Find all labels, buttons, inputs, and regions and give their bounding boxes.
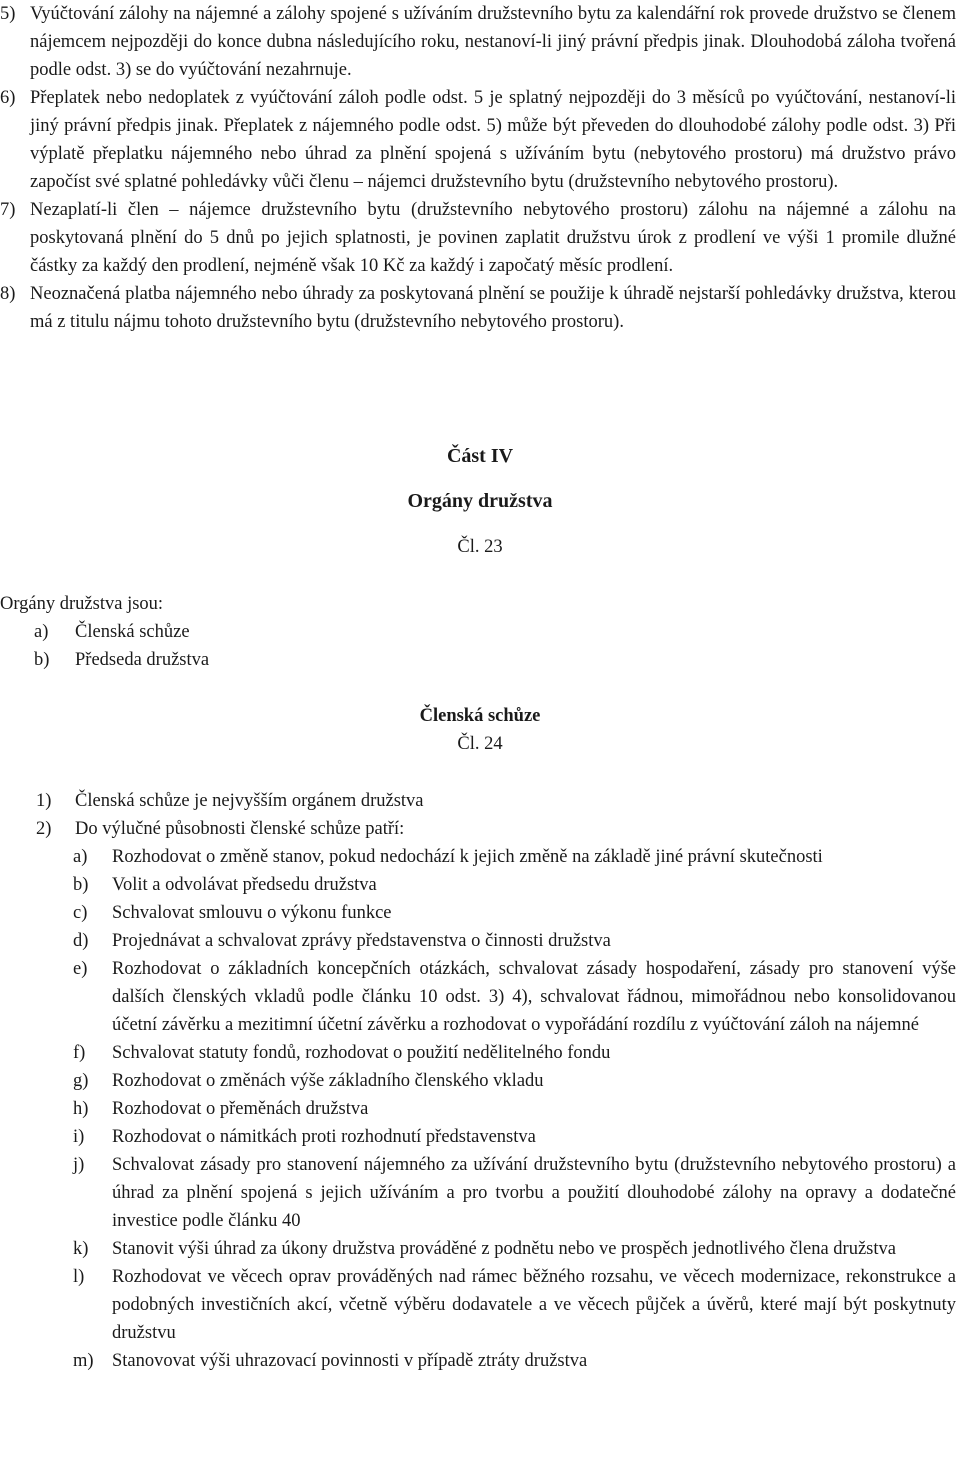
list-item-text: Rozhodovat o přeměnách družstva [112, 1099, 369, 1119]
organs-item-text: Členská schůze [75, 622, 190, 642]
list-item-text: Volit a odvolávat předsedu družstva [112, 875, 377, 895]
list-item-text: Schvalovat statuty fondů, rozhodovat o použití nedělitelného fondu [112, 1043, 611, 1063]
list-item-text: Schvalovat zásady pro stanovení nájemného za užívání družstevního bytu (družstevního nebytového prostoru) a úhrad za plnění spojená s jejich užíváním a pro tvorbu a použití dlouhodobé zálohy na opravy a dodatečné investice podle článku 40 [112, 1155, 956, 1231]
list-item-text: Rozhodovat ve věcech oprav prováděných nad rámec běžného rozsahu, ve věcech modernizace, rekonstrukce a podobných investičních akcí, včetně výběru dodavatele a ve věcech půjček a úvěrů, které mají být poskytnuty družstvu [112, 1267, 956, 1343]
list-item-text: Schvalovat smlouvu o výkonu funkce [112, 903, 392, 923]
list-item [0, 871, 956, 899]
list-item [0, 1095, 956, 1123]
paragraph-number: 8) [0, 284, 16, 304]
point-text: Členská schůze je nejvyšším orgánem družstva [75, 791, 424, 811]
list-item-label: l) [73, 1267, 85, 1287]
organs-item-text: Předseda družstva [75, 650, 210, 670]
list-item-label: k) [73, 1239, 89, 1259]
paragraph-6 [0, 84, 956, 196]
list-item-label: a) [73, 847, 88, 867]
paragraph-7 [0, 196, 956, 280]
list-item-label: b) [73, 875, 89, 895]
paragraph-text: Vyúčtování zálohy na nájemné a zálohy spojené s užíváním družstevního bytu za kalendářní rok provede družstvo se členem nájemcem nejpozději do konce dubna následujícího roku, nestanoví-li jiný právní předpis jinak. Dlouhodobá záloha tvořená podle odst. 3) se do vyúčtování nezahrnuje. [30, 4, 956, 80]
paragraph-text: Neoznačená platba nájemného nebo úhrady za poskytovaná plnění se použije k úhradě nejstarší pohledávky družstva, kterou má z titulu nájmu tohoto družstevního bytu (družstevního nebytového prostoru). [30, 284, 956, 332]
list-item [0, 843, 956, 871]
list-item-label: f) [73, 1043, 86, 1063]
part-subtitle: Orgány družstva [407, 490, 553, 512]
list-item-label: i) [73, 1127, 85, 1147]
list-item-label: c) [73, 903, 88, 923]
list-item-text: Rozhodovat o základních koncepčních otázkách, schvalovat zásady hospodaření, zásady pro stanovení výše dalších členských vkladů podle článku 10 odst. 3) 4), schvalovat řádnou, mimořádnou nebo konsolidovanou účetní závěrku a mezitimní účetní závěrku a rozhodovat o vypořádání rozdílu z vyúčtování záloh na nájemné [112, 959, 956, 1035]
list-item-label: j) [73, 1155, 85, 1175]
organs-item-label: b) [34, 650, 50, 670]
list-item [0, 1235, 956, 1263]
paragraph-number: 5) [0, 4, 16, 24]
paragraph-text: Nezaplatí-li člen – nájemce družstevního bytu (družstevního nebytového prostoru) zálohu na nájemné a zálohu na poskytovaná plnění do 5 dnů po jejich splatnosti, je povinen zaplatit družstvu úrok z prodlení ve výši 1 promile dlužné částky za každý den prodlení, nejméně však 10 Kč za každý i započatý měsíc prodlení. [30, 200, 956, 276]
point-number: 1) [36, 791, 52, 811]
point-text: Do výlučné působnosti členské schůze patří: [75, 819, 405, 839]
part-title: Část IV [446, 445, 514, 467]
list-item [0, 1123, 956, 1151]
paragraph-number: 6) [0, 88, 16, 108]
list-item [0, 899, 956, 927]
list-item-text: Rozhodovat o námitkách proti rozhodnutí představenstva [112, 1127, 536, 1147]
list-item [0, 1347, 956, 1375]
list-item-text: Stanovovat výši uhrazovací povinnosti v případě ztráty družstva [112, 1351, 588, 1371]
organs-item-label: a) [34, 622, 49, 642]
section-title: Členská schůze [419, 706, 541, 726]
powers-list [0, 843, 956, 1375]
list-item-label: e) [73, 959, 88, 979]
paragraph-5 [0, 0, 956, 84]
list-item-text: Rozhodovat o změnách výše základního členského vkladu [112, 1071, 544, 1091]
paragraph-number: 7) [0, 200, 16, 220]
list-item [0, 1067, 956, 1095]
list-item [0, 1151, 956, 1235]
organs-intro: Orgány družstva jsou: [0, 594, 164, 614]
list-item-label: h) [73, 1099, 89, 1119]
list-item-text: Stanovit výši úhrad za úkony družstva prováděné z podnětu nebo ve prospěch jednotlivého člena družstva [112, 1239, 896, 1259]
list-item-label: m) [73, 1351, 94, 1371]
list-item-label: g) [73, 1071, 89, 1091]
paragraph-8 [0, 280, 956, 336]
article-23-heading: Čl. 23 [457, 537, 503, 557]
paragraph-text: Přeplatek nebo nedoplatek z vyúčtování záloh podle odst. 5 je splatný nejpozději do 3 měsíců po vyúčtování, nestanoví-li jiný právní předpis jinak. Přeplatek z nájemného podle odst. 5) může být převeden do dlouhodobé zálohy podle odst. 3) Při výplatě přeplatku nájemného nebo úhrad za plnění spojená s užíváním bytu (nebytového prostoru) má družstvo právo započíst své splatné pohledávky vůči členu – nájemci družstevního bytu (družstevního nebytového prostoru). [30, 88, 956, 192]
paragraph-block [0, 0, 956, 336]
list-item-label: d) [73, 931, 89, 951]
list-item-text: Rozhodovat o změně stanov, pokud nedochází k jejich změně na základě jiné právní skutečnosti [112, 847, 823, 867]
article-24-heading: Čl. 24 [457, 734, 503, 754]
list-item [0, 1263, 956, 1347]
list-item-text: Projednávat a schvalovat zprávy představenstva o činnosti družstva [112, 931, 611, 951]
list-item [0, 955, 956, 1039]
list-item [0, 927, 956, 955]
point-number: 2) [36, 819, 52, 839]
list-item [0, 1039, 956, 1067]
